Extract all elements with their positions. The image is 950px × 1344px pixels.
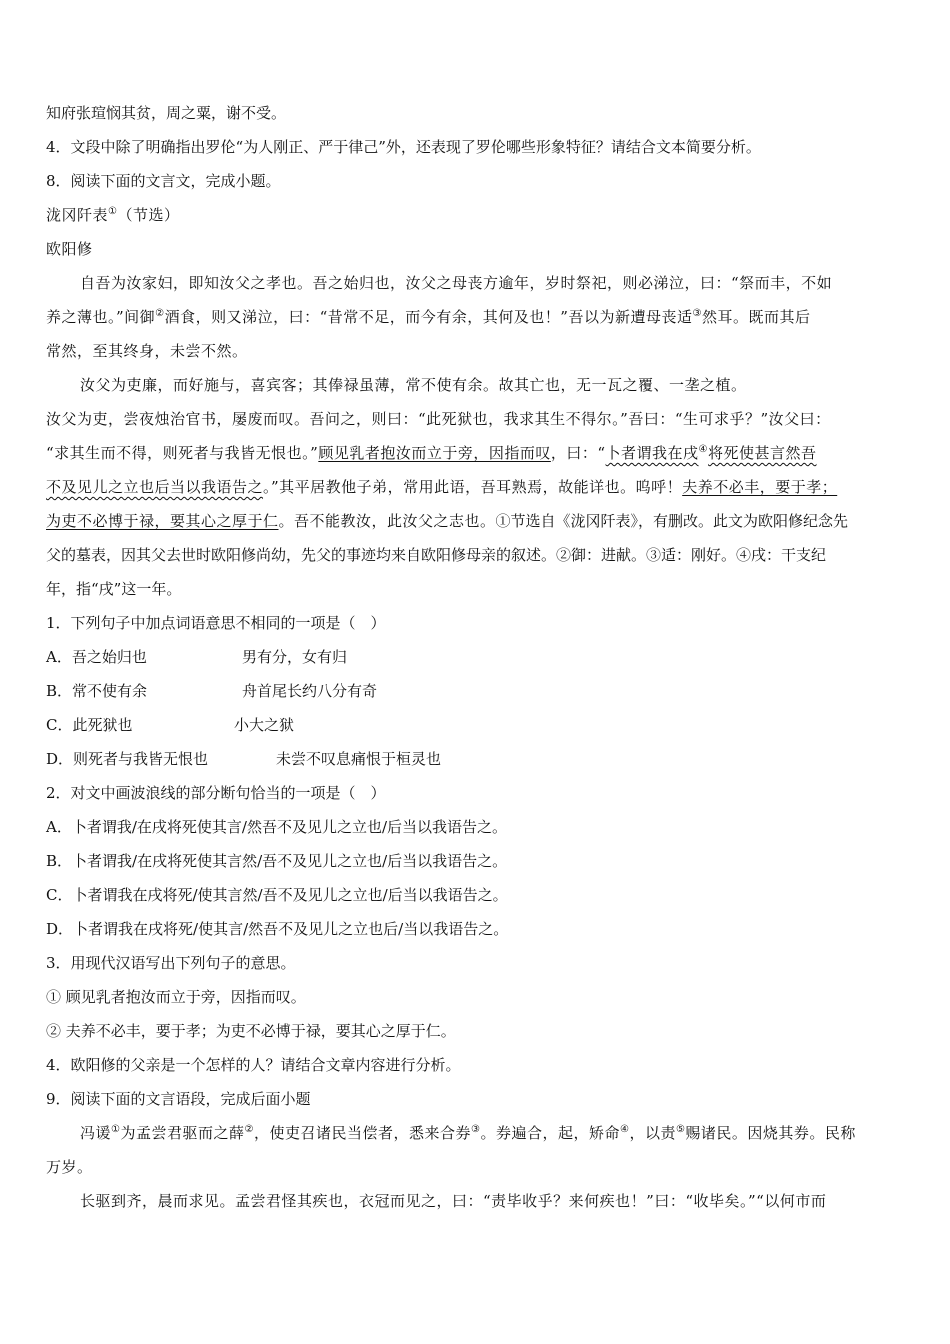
underlined-sentence-1: 顾见乳者抱汝而立于旁，因指而叹	[318, 444, 551, 462]
passage-paragraph-3-line-2: “求其生而不得，则死者与我皆无恨也。”顾见乳者抱汝而立于旁，因指而叹，曰：“卜者谓我在戌④将死使甚言然吾	[46, 444, 817, 462]
passage-paragraph-3-line-1: 汝父为吏，尝夜烛治官书，屡废而叹。吾问之，则曰：“此死狱也，我求其生不得尔。”吾曰：“生可求乎？”汝父曰：	[46, 410, 831, 428]
q8-3-sentence-2: ② 夫养不必丰，要于孝；为吏不必博于禄，要其心之厚于仁。	[46, 1022, 456, 1040]
q8-3-sentence-1: ① 顾见乳者抱汝而立于旁，因指而叹。	[46, 988, 306, 1006]
wavy-line-part-1: 卜者谓我在戌	[605, 444, 699, 462]
passage-paragraph-2: 汝父为吏廉，而好施与，喜宾客；其俸禄虽薄，常不使有余。故其亡也，无一瓦之覆、一垄之植。	[80, 376, 747, 394]
q8-3-stem: 3．用现代汉语写出下列句子的意思。	[46, 954, 296, 972]
q9-paragraph-1-line-1: 冯谖①为孟尝君驱而之薛②，使吏召诸民当偿者，悉来合券③。券遍合，起，矫命④，以责⑤赐诸民。因烧其券。民称	[80, 1124, 856, 1142]
passage-paragraph-3-line-3: 不及见儿之立也后当以我语告之。”其平居教他子弟，常用此语，吾耳熟焉，故能详也。呜呼！夫养不必丰，要于孝；	[46, 478, 838, 496]
q9-heading: 9．阅读下面的文言语段，完成后面小题	[46, 1090, 311, 1108]
prev-question-4: 4．文段中除了明确指出罗伦“为人刚正、严于律己”外，还表现了罗伦哪些形象特征？请结合文本简要分析。	[46, 138, 761, 156]
q8-1-option-c: C．此死狱也 小大之狱	[46, 716, 295, 734]
q8-1-option-d: D．则死者与我皆无恨也 未尝不叹息痛恨于桓灵也	[46, 750, 442, 768]
passage-paragraph-1-line-2: 养之薄也。”间御②酒食，则又涕泣，曰：“昔常不足，而今有余，其何及也！”吾以为新遭母丧适③然耳。既而其后	[46, 308, 811, 326]
document-page	[46, 96, 908, 1218]
prev-passage-tail: 知府张瑄悯其贫，周之粟，谢不受。	[46, 104, 287, 122]
q8-4-stem: 4．欧阳修的父亲是一个怎样的人？请结合文章内容进行分析。	[46, 1056, 461, 1074]
q9-paragraph-1-line-2: 万岁。	[46, 1158, 93, 1176]
passage-paragraph-3-line-4: 为吏不必博于禄，要其心之厚于仁。吾不能教汝，此汝父之志也。①节选自《泷冈阡表》，有删改。此文为欧阳修纪念先	[46, 512, 849, 530]
underlined-sentence-2a: 夫养不必丰，要于孝；	[682, 478, 838, 496]
q8-2-option-c: C．卜者谓我在戌将死/使其言然/吾不及见儿之立也/后当以我语告之。	[46, 886, 508, 904]
q8-2-stem: 2．对文中画波浪线的部分断句恰当的一项是（ ）	[46, 784, 386, 802]
notes-line-1: ①节选自《泷冈阡表》，有删改。此文为欧阳修纪念先	[495, 512, 849, 530]
wavy-line-part-3: 不及见儿之立也后当以我语告之	[46, 478, 264, 496]
notes-line-3: 年，指“戌”这一年。	[46, 580, 182, 598]
passage-title: 泷冈阡表①（节选）	[46, 206, 180, 224]
q8-2-option-a: A．卜者谓我/在戌将死使其言/然吾不及见儿之立也/后当以我语告之。	[46, 818, 507, 836]
passage-paragraph-1-line-1: 自吾为汝家妇，即知汝父之孝也。吾之始归也，汝父之母丧方逾年，岁时祭祀，则必涕泣，曰：“祭而丰，不如	[80, 274, 833, 292]
q8-1-stem: 1．下列句子中加点词语意思不相同的一项是（ ）	[46, 614, 386, 632]
notes-line-2: 父的墓表，因其父去世时欧阳修尚幼，先父的事迹均来自欧阳修母亲的叙述。②御：进献。③适：刚好。④戌：干支纪	[46, 546, 827, 564]
passage-paragraph-1-line-3: 常然，至其终身，未尝不然。	[46, 342, 248, 360]
underlined-sentence-2b: 为吏不必博于禄，要其心之厚于仁	[46, 512, 279, 530]
wavy-line-part-2: 将死使甚言然吾	[708, 444, 817, 462]
q8-heading: 8．阅读下面的文言文，完成小题。	[46, 172, 281, 190]
q9-paragraph-2: 长驱到齐，晨而求见。孟尝君怪其疾也，衣冠而见之，曰：“责毕收乎？来何疾也！”曰：“收毕矣。”“以何市而	[80, 1192, 827, 1210]
q8-1-option-b: B．常不使有余 舟首尾长约八分有奇	[46, 682, 378, 700]
q8-2-option-d: D．卜者谓我在戌将死/使其言/然吾不及见儿之立也后/当以我语告之。	[46, 920, 509, 938]
passage-author: 欧阳修	[46, 240, 93, 258]
q8-1-option-a: A．吾之始归也 男有分，女有归	[46, 648, 348, 666]
q8-2-option-b: B．卜者谓我/在戌将死使其言然/吾不及见儿之立也/后当以我语告之。	[46, 852, 508, 870]
